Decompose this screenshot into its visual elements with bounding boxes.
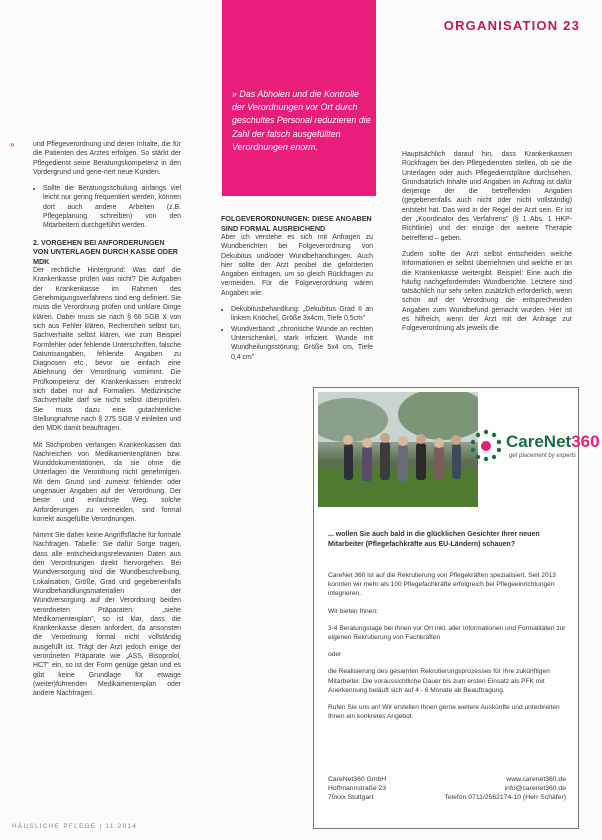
ad-headline: ... wollen Sie auch bald in die glücklichen Gesichter Ihrer neuen Mitarbeiter (Pflegefachkräfte aus EU-Ländern) schauen? (328, 531, 540, 548)
advertisement-box (313, 387, 600, 829)
section-heading: 2. VORGEHEN BEI ANFORDERUNGEN VON UNTERLAGEN DURCH KASSE ODER MDK (33, 237, 178, 266)
paragraph: Aber ich verstehe es sich mit Anfragen zu Wundberichten bei Folgeverordnung von Dekubitus und/oder Wundbehandlungen. Auch hier sollte der Arzt penibel die geforderten Angaben eintragen, um so gleich Rückfragen zu vermeiden. Für die Folgeverordnung wären Angaben wie: (221, 234, 373, 297)
group-photo (318, 392, 478, 507)
list-item: • Dekubitusbehandlung: „Dekubitus Grad II an linkem Knöchel, Größe 3x4cm, Tiefe 0,5cm" (231, 305, 373, 324)
paragraph: Wir bieten Ihnen: (328, 607, 378, 615)
article-column-2 (221, 212, 373, 362)
logo-mark-icon (469, 428, 503, 462)
paragraph: Nimmt Sie daher keine Angriffsfläche für formale Nachfragen. Tabelle: Sie dafür Sorge tragen, dass alle entscheidungsrelevanten Daten aus den Verordnungen direkt hervorgehen. Bei Wundversorgung sind die Wundbeschreibung, Lokalisation, Größe, Grad und gegebenenfalls Wundbehandlungsmaterialien der Wundversorgung auf der Verordnung beiden verordneten Präparaten: „siehe Medikamentenplan", so ist klar, dass die Krankenkasse diesen anfordert, da ansonsten die Verordnung formal nicht vollständig ausgefüllt ist. Trägt der Arzt jedoch einige der verordneten Präparate wie „ASS, Bisoprolol, HCT" ein, so ist der Form genüge getan und es gibt keine Grundlage für etwaige (weiter)führenden Medikamentenplan oder andere Nachfragen. (33, 532, 181, 698)
paragraph: CareNet 360 ist auf die Rekrutierung von Pflegekräften spezialisiert. Seit 2013 konnten wir mehr als 100 Pflegefachkräfte erfolgreich bei Pflegeeinrichtungen integrieren. (328, 572, 556, 598)
company-name: CareNet360 GmbH (328, 776, 387, 783)
list-item: • Sollte die Beratungsschulung anfangs viel leicht nur gering frequentiert werden, können dort auch andere Arbeiten (z.B. Pflegeplanung schreiben) von den Mitarbeitern durchgeführt werden. (43, 184, 181, 230)
website-link[interactable]: www.carenet360.de (506, 776, 566, 783)
paragraph: Zudem sollte der Arzt selbst entscheiden welche Informationen er selbst übernehmen und welche er an die Krankenkasse weitergibt. Beispiel: Eine auch die häufig nachgefordernden Wundberichte. Letztere sind tatsächlich nur sehr selten zusätzlich erforderlich, wenn schon auf der Verordnung die entsprechenden Angaben zum Wundbefund gemacht wurden. Hier ist es hilfreich, wenn der Arzt mit der Anfrage zur Folgeverordnung als jeweils die (402, 250, 572, 333)
paragraph: Mit Stichproben verlangen Krankenkassen das Nachreichen von Medikamentenplänen bzw. Wunddokumentationen, da sie ohne die Unterlagen die Verordnung nicht genehmigen. Mit dem Grund und zumeist fehlender oder ungenauer Angaben auf der Verordnung. Der beste und einfachste Weg, solche Anforderungen zu vermeiden, sind formal korrekt ausgefüllte Verordnungen. (33, 441, 181, 523)
page-footer: HÄUSLICHE PFLEGE | 11.2014 (12, 823, 138, 830)
email-link[interactable]: info@carenet360.de (504, 785, 566, 793)
article-column-3 (402, 150, 572, 375)
paragraph: 3-4 Beratungstage bei Ihnen vor Ort inkl. aller Informationen und Formalitäten zur eigenen Rekrutierung von Fachkräften (328, 624, 566, 642)
paragraph: und Pflegeverordnung und deren Inhalte, die für die Patienten des Arztes erfolgen. So stärkt der Pflegedienst seine Beratungskompetenz in den Vordergrund und gene-riert neue Kunden. (33, 141, 181, 176)
street-address: Hoffmannstraße 23 (328, 785, 387, 793)
paragraph: Rufen Sie uns an! Wir erstellen Ihnen gerne weitere Auskünfte und unterbreiten Ihnen ein konkretes Angebot. (328, 704, 560, 721)
article-column-1 (33, 140, 181, 830)
bullet-list (221, 305, 373, 362)
carenet-logo (469, 428, 600, 468)
city: 70xxx Stuttgart (328, 794, 374, 802)
section-header: ORGANISATION 23 (443, 18, 580, 33)
paragraph: Der rechtliche Hintergrund: Was darf die Krankenkasse prüfen was nicht? Die Aufgaben der Krankenkasse im Rahmen des Genehmigungsverfahrens sind eng definiert. Sie muss die Verordnung prüfen und unklare Dinge klären. Dabei muss sie nach § 66 SGB X von sich aus Fehler klären, Recherchen selbst tun, Sachverhalte selbst klären, wie zum Beispiel Formfehler oder fehlende Unterschriften, falsche Datumsangaben, fehlende Angaben zu Diagnosen etc., bevor sie einfach eine Ablehnung der Verordnung vornimmt. Die Prüfkompetenz der Krankenkassen erstreckt sich dabei nur auf Formalien. Medizinische Sachverhalte darf sie nicht selbst überprüfen. Sie muss dazu eine gutachterliche Stellungnahme nach § 275 SGB V einleiten und den MDK damit beauftragen. (33, 267, 181, 433)
pull-quote: » Das Abholen und die Kontrolle der Verordnungen vor Ort durch geschultes Personal reduzieren die Zahl der falsch ausgefüllten Verordnungen enorm. (232, 89, 371, 152)
logo-name: CareNet (506, 432, 572, 451)
ad-body (328, 571, 566, 729)
section-heading: FOLGEVERORDNUNGEN: DIESE ANGABEN SIND FORMAL AUSREICHEND (221, 214, 372, 233)
bullet-list (33, 184, 181, 230)
list-item: • Wundverband: „chronische Wunde an rechten Unterschenkel, stark infiziert. Wunde mit Wundheilungsstörung; Größe 5x4 cm, Tiefe 0,4 cm" (231, 325, 373, 362)
continuation-marker: » (10, 140, 15, 149)
logo-tagline: get placement by experts (509, 453, 577, 459)
paragraph: Hauptsächlich darauf hin, dass Krankenkassen Rückfragen bei den Pflegediensten stellen, ob sie die Unterlagen oder auch Pflegedienstpläne durchsehen. Grundsätzlich Inhalte und Angaben im Auftrag ist dafür derjenige der die betreffenden Angaben (gegebenenfalls auch nicht oder nicht vollständig) entsteht hat. Das wird in der Regel der Arzt sein. Er ist der „Koordinator des Verfahrens" (§ 1 Abs. 1 HKP-Richtlinie) und der einzige der weitere Therapie betreffend – geben. (402, 151, 572, 242)
logo-number: 360 (571, 432, 600, 451)
ad-contact (328, 775, 566, 803)
phone-number: Telefon 0711/2562174-10 (Herr Schäfer) (444, 794, 566, 802)
paragraph: die Realisierung des gesamten Rekrutierungsprozesses für Ihre zukünftigen Mitarbeiter. Die voraussichtliche Dauer bis zum ersten Einsatz als PFK mit Anerkennung beläuft sich auf 4 - 6 Monate ab Beauftragung. (328, 668, 550, 694)
paragraph: oder (328, 651, 342, 659)
